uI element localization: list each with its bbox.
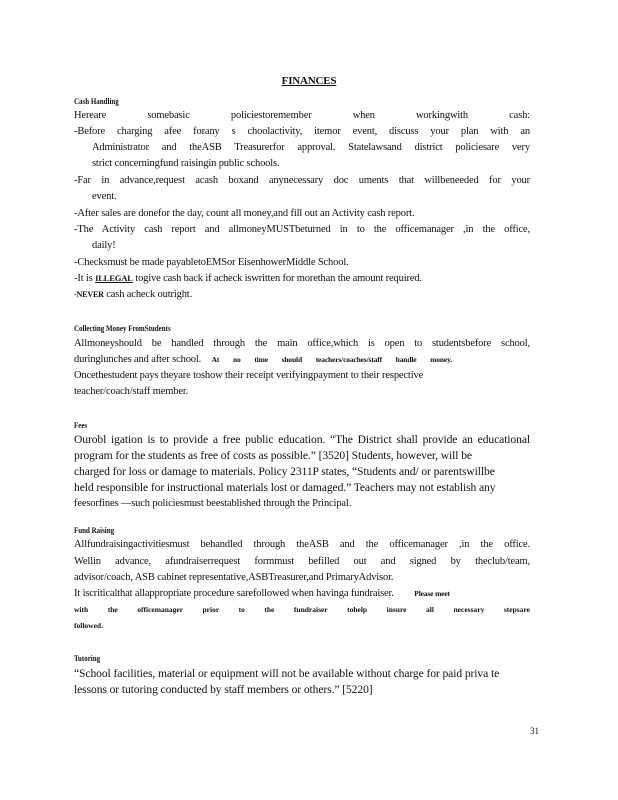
- page-number: 31: [530, 726, 539, 736]
- collecting-line-1: Allmoneyshould be handled through the main office,which is open to studentsbefore school,: [74, 338, 530, 349]
- fund-line-2: Wellin advance, afundraiserrequest formmust befilled out and signed by theclub/team,: [74, 556, 530, 567]
- cash-line-4: strict concerningfund raisingin public schools.: [92, 158, 280, 169]
- cash-line-9: daily!: [92, 240, 116, 251]
- fees-line-1: Ourobl igation is to provide a free public education. “The District shall provide an educational: [74, 433, 530, 446]
- cash-line-1: Hereare somebasic policiestoremember when workingwith cash:: [74, 110, 530, 121]
- fund-line-5: with the officemanager prior to the fundraiser tohelp insure all necessary stepsare: [74, 605, 530, 614]
- fund-line-6: followed.: [74, 621, 103, 630]
- fund-line-4-bold: Please meet: [414, 589, 450, 598]
- cash-line-2: -Before charging afee forany s choolactivity, itemor event, discuss your plan with an: [74, 126, 530, 137]
- fund-raising-heading: Fund Raising: [74, 525, 115, 535]
- collecting-line-2-bold: At no time should teachers/coaches/staff handle money.: [211, 355, 452, 364]
- tutoring-line-1: “School facilities, material or equipment will not be available without charge for paid priva te: [74, 667, 500, 680]
- collecting-money-heading: Collecting Money FromStudents: [74, 323, 171, 333]
- cash-line-7: -After sales are donefor the day, count all money,and fill out an Activity cash report.: [74, 208, 415, 219]
- fund-line-1: Allfundraisingactivitiesmust behandled through theASB and the officemanager ,in the office.: [74, 539, 530, 550]
- never-word: -NEVER: [74, 290, 104, 299]
- cash-line-8: -The Activity cash report and allmoneyMUSTbeturned in to the officemanager ,in the office,: [74, 224, 530, 235]
- fees-line-2: program for the students as free of costs as possible.” [3520] Students, however, will be: [74, 449, 472, 462]
- collecting-line-4: teacher/coach/staff member.: [74, 386, 189, 397]
- fund-line-4: [74, 586, 530, 601]
- never-suffix: cash acheck outright.: [106, 289, 193, 300]
- fees-line-3: charged for loss or damage to materials. Policy 2311P states, “Students and/ or parentswillbe: [74, 465, 495, 478]
- collecting-line-2-text: duringlunches and after school.: [74, 354, 202, 365]
- fees-line-5: feesorfines —such policiesmust beestablished through the Principal.: [74, 498, 352, 509]
- fund-line-4-text: It iscriticalthat allappropriate procedure sarefollowed when havinga fundraiser.: [74, 588, 394, 599]
- cash-handling-heading: Cash Handling: [74, 96, 119, 106]
- page-title: FINANCES: [281, 75, 337, 87]
- collecting-line-2: [74, 352, 530, 367]
- fees-heading: Fees: [74, 420, 88, 430]
- cash-line-5: -Far in advance,request acash boxand anynecessary doc uments that willbeneeded for your: [74, 175, 530, 186]
- collecting-line-3: Oncethestudent pays theyare toshow their receipt verifyingpayment to their respective: [74, 370, 424, 381]
- cash-line-3: Administrator and theASB Treasurerfor approval. Statelawsand district policiesare very: [92, 142, 530, 153]
- illegal-suffix: togive cash back if acheck iswritten for morethan the amount required.: [135, 273, 422, 284]
- cash-illegal-line: [74, 271, 422, 286]
- cash-never-line: [74, 287, 192, 302]
- tutoring-heading: Tutoring: [74, 653, 101, 663]
- illegal-prefix: -It is: [74, 273, 93, 284]
- illegal-word: ILLEGAL: [95, 273, 133, 283]
- cash-line-10: -Checksmust be made payabletoEMSor EisenhowerMiddle School.: [74, 257, 349, 268]
- tutoring-line-2: lessons or tutoring conducted by staff members or others.” [5220]: [74, 683, 373, 696]
- fees-line-4: held responsible for instructional materials lost or damaged.” Teachers may not establish any: [74, 481, 496, 494]
- fund-line-3: advisor/coach, ASB cabinet representative,ASBTreasurer,and PrimaryAdvisor.: [74, 572, 394, 583]
- cash-line-6: event.: [92, 191, 117, 202]
